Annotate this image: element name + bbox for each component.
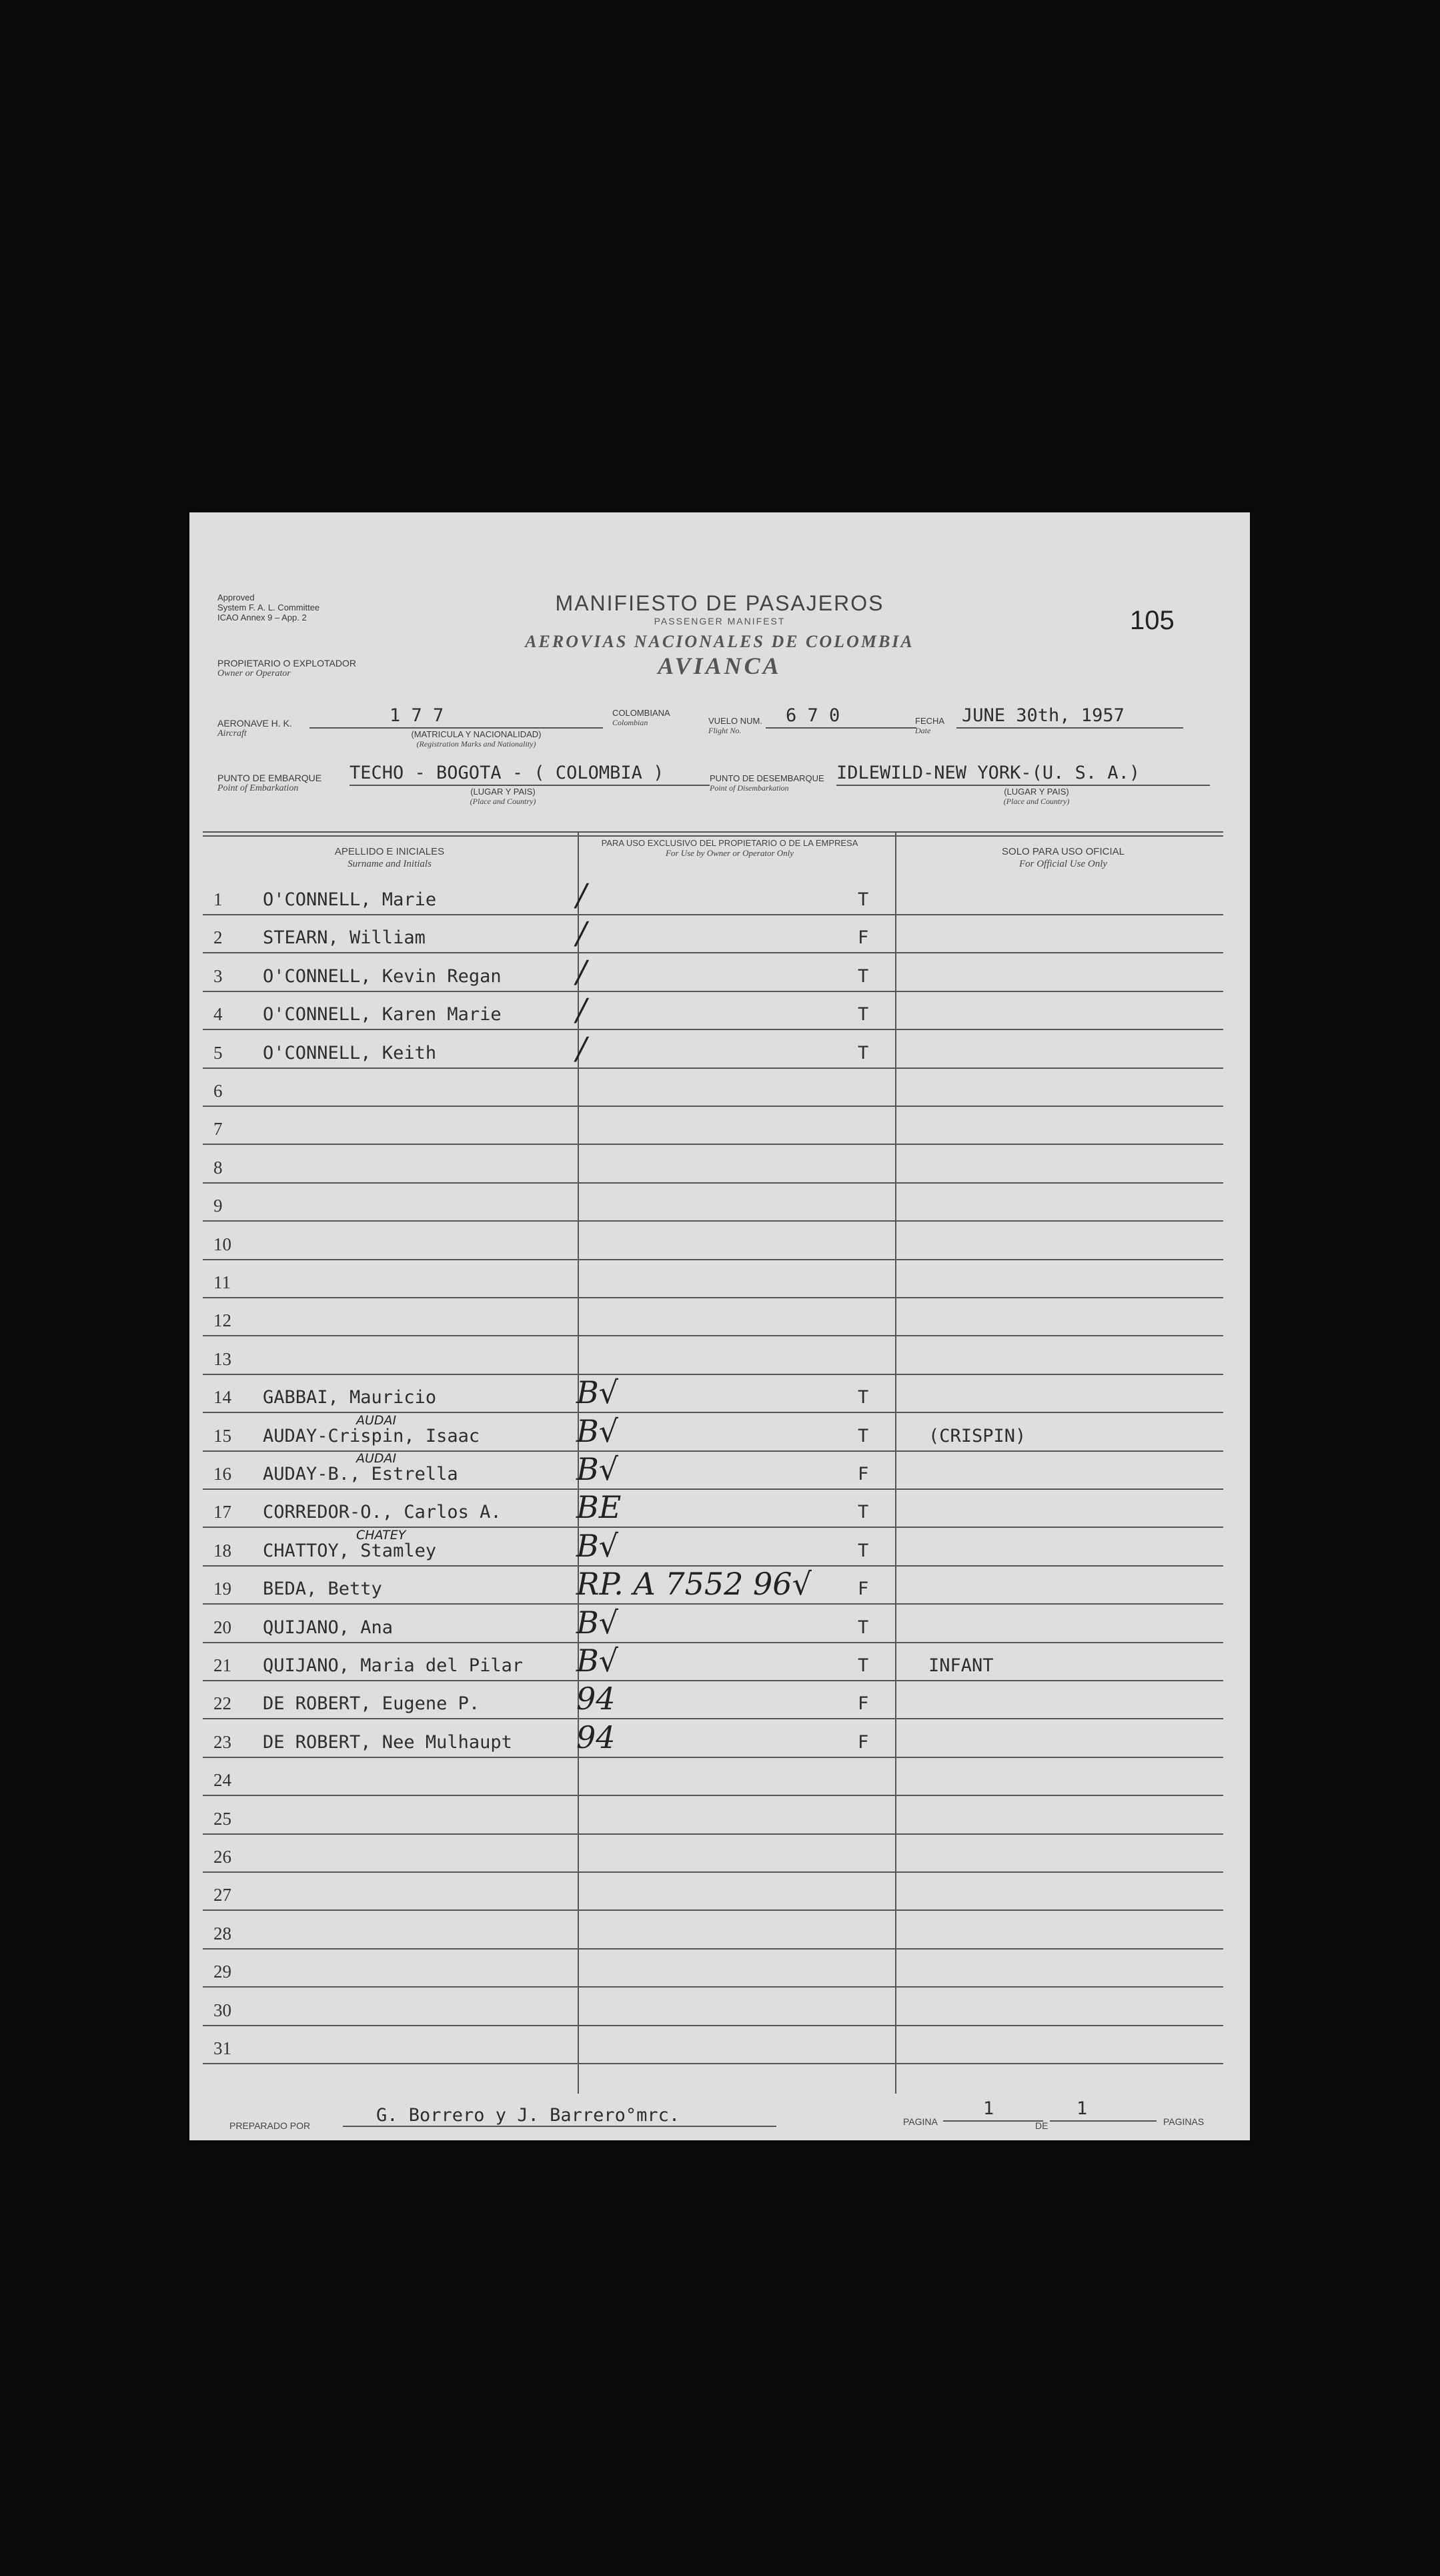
col-official-header: [923, 846, 1203, 870]
table-row: [203, 1450, 1223, 1490]
col-official-title-en: For Official Use Only: [1018, 859, 1108, 869]
table-row: [203, 914, 1223, 953]
col-surname-title: APELLIDO E INICIALES: [334, 846, 445, 857]
passenger-code: F: [858, 1579, 869, 1600]
col-owner-header: [596, 838, 863, 858]
manifest-page: [189, 512, 1250, 2140]
row-number: 17: [213, 1502, 231, 1523]
manifest-title: MANIFIESTO DE PASAJEROS: [555, 591, 884, 615]
of-value: 1: [1076, 2098, 1088, 2119]
col-official-title: SOLO PARA USO OFICIAL: [1002, 846, 1125, 857]
col-surname-title-en: Surname and Initials: [347, 859, 432, 869]
handwritten-mark: RP. A 7552 96√: [576, 1566, 812, 1603]
table-row: [203, 1719, 1223, 1758]
table-row: [203, 1795, 1223, 1835]
table-row: [203, 1527, 1223, 1567]
handwritten-mark: 94: [576, 1719, 616, 1755]
row-number: 10: [213, 1234, 231, 1254]
row-number: 25: [213, 1808, 231, 1829]
date-value: JUNE 30th, 1957: [962, 705, 1125, 726]
manifest-title-en: PASSENGER MANIFEST: [654, 616, 786, 626]
row-number: 12: [213, 1310, 231, 1331]
row-number: 27: [213, 1885, 231, 1905]
handwritten-mark: B√: [576, 1412, 619, 1449]
airline-short: AVIANCA: [658, 653, 782, 679]
row-number: 24: [213, 1770, 231, 1791]
flight-field: [766, 706, 916, 729]
table-row: [203, 1182, 1223, 1222]
passenger-name: O'CONNELL, Marie: [263, 889, 437, 910]
flight-label-en: Flight No.: [708, 726, 742, 735]
passenger-name: STEARN, William: [263, 927, 426, 949]
embark-place-label-en: (Place and Country): [470, 797, 536, 806]
passenger-name: GABBAI, Mauricio: [263, 1387, 437, 1408]
aircraft-label: AERONAVE H. K.: [217, 718, 292, 729]
passenger-name: CORREDOR-O., Carlos A.: [263, 1502, 502, 1523]
handwritten-correction: AUDAI: [356, 1412, 397, 1428]
disembark-label: [710, 774, 824, 793]
passenger-code: T: [858, 1042, 869, 1063]
registration-label-es: (MATRICULA Y NACIONALIDAD): [411, 729, 542, 739]
passenger-code: T: [858, 1617, 869, 1638]
passenger-name: BEDA, Betty: [263, 1579, 382, 1600]
table-row: [203, 876, 1223, 915]
passenger-name: QUIJANO, Ana: [263, 1617, 394, 1638]
disembark-place-label: [983, 787, 1090, 807]
col-surname-header: [216, 846, 563, 870]
of-field: [1050, 2096, 1157, 2122]
table-row: [203, 1412, 1223, 1452]
row-number: 13: [213, 1348, 231, 1369]
row-number: 23: [213, 1731, 231, 1752]
passenger-name: AUDAY-B., Estrella: [263, 1464, 458, 1484]
passenger-name: CHATTOY, Stamley: [263, 1540, 437, 1561]
handwritten-mark: B√: [576, 1604, 619, 1641]
nationality-label-es: COLOMBIANA: [612, 708, 670, 718]
handwritten-mark: BE: [576, 1489, 622, 1526]
title-block: [189, 591, 1250, 680]
embark-value: TECHO - BOGOTA - ( COLOMBIA ): [349, 763, 664, 783]
row-number: 4: [213, 1004, 223, 1025]
date-label-en: Date: [915, 726, 931, 735]
row-number: 29: [213, 1962, 231, 1982]
row-number: 14: [213, 1387, 231, 1408]
of-label: DE: [1035, 2120, 1048, 2131]
col-owner-title-en: For Use by Owner or Operator Only: [665, 848, 794, 858]
handwritten-correction: CHATEY: [356, 1527, 406, 1543]
passenger-code: T: [858, 1502, 869, 1523]
embark-label: PUNTO DE EMBARQUE: [217, 773, 322, 783]
table-row: [203, 1948, 1223, 1988]
table-row: [203, 1565, 1223, 1605]
table-row: [203, 2025, 1223, 2064]
disembark-label-en: Point of Disembarkation: [710, 783, 789, 793]
row-number: 30: [213, 2000, 231, 2020]
embark-field: [349, 763, 710, 786]
row-number: 5: [213, 1042, 223, 1063]
official-note: INFANT: [928, 1655, 994, 1676]
table-row: [203, 1029, 1223, 1069]
row-number: 11: [213, 1272, 231, 1292]
passenger-code: T: [858, 1387, 869, 1408]
table-row: [203, 1297, 1223, 1336]
passenger-code: F: [858, 1731, 869, 1753]
row-number: 7: [213, 1119, 223, 1140]
date-label-es: FECHA: [915, 716, 945, 726]
flight-value: 6 7 0: [786, 705, 840, 726]
handwritten-mark: /: [576, 877, 587, 913]
col-owner-title: PARA USO EXCLUSIVO DEL PROPIETARIO O DE LA EMPRESA: [601, 838, 858, 848]
table-row: [203, 1680, 1223, 1719]
table-row: [203, 1604, 1223, 1643]
disembark-label-es: PUNTO DE DESEMBARQUE: [710, 773, 824, 783]
row-number: 31: [213, 2038, 231, 2058]
pages-label: PAGINAS: [1163, 2116, 1205, 2127]
registration-label-en: (Registration Marks and Nationality): [416, 739, 536, 749]
embark-place-label: [450, 787, 556, 807]
row-number: 15: [213, 1425, 231, 1446]
row-number: 26: [213, 1847, 231, 1867]
passenger-code: T: [858, 1655, 869, 1676]
row-number: 8: [213, 1157, 223, 1178]
row-number: 6: [213, 1081, 223, 1101]
prepared-value: G. Borrero y J. Barrero°mrc.: [376, 2105, 680, 2126]
table-row: [203, 1642, 1223, 1681]
table-row: [203, 1987, 1223, 2026]
flight-label-es: VUELO NUM.: [708, 716, 762, 726]
table-row: [203, 1374, 1223, 1413]
row-number: 18: [213, 1540, 231, 1561]
handwritten-mark: /: [576, 1029, 587, 1066]
date-field: [956, 706, 1183, 729]
row-number: 9: [213, 1196, 223, 1216]
table-row: [203, 1910, 1223, 1950]
passenger-code: T: [858, 1540, 869, 1561]
row-number: 1: [213, 889, 223, 909]
disembark-place-label-es: (LUGAR Y PAIS): [1004, 787, 1069, 797]
page-field: [943, 2096, 1043, 2122]
table-row: [203, 1221, 1223, 1260]
table-row: [203, 953, 1223, 992]
table-row: [203, 1871, 1223, 1911]
aircraft-field: [309, 706, 603, 729]
table-row: [203, 1259, 1223, 1298]
table-row: [203, 1106, 1223, 1145]
prepared-label: PREPARADO POR: [229, 2120, 311, 2131]
passenger-name: DE ROBERT, Nee Mulhaupt: [263, 1731, 512, 1753]
passenger-name: O'CONNELL, Keith: [263, 1042, 437, 1063]
page-label: PAGINA: [903, 2116, 938, 2127]
handwritten-mark: B√: [576, 1451, 619, 1487]
page-number: 105: [1130, 606, 1175, 635]
passenger-code: T: [858, 1004, 869, 1025]
aircraft-value: 1 7 7: [390, 705, 444, 726]
owner-label: PROPIETARIO O EXPLOTADOR: [217, 658, 356, 669]
row-number: 2: [213, 927, 223, 948]
embark-label-en: Point of Embarkation: [217, 783, 299, 793]
passenger-name: AUDAY-Crispin, Isaac: [263, 1425, 480, 1446]
row-number: 16: [213, 1464, 231, 1484]
disembark-place-label-en: (Place and Country): [1003, 797, 1070, 806]
nationality-label-en: Colombian: [612, 718, 648, 727]
passenger-name: QUIJANO, Maria del Pilar: [263, 1655, 524, 1676]
table-row: [203, 1757, 1223, 1796]
row-number: 20: [213, 1617, 231, 1637]
passenger-code: T: [858, 965, 869, 987]
passenger-code: T: [858, 889, 869, 910]
table-row: [203, 1067, 1223, 1107]
passenger-code: F: [858, 1693, 869, 1715]
handwritten-mark: /: [576, 991, 587, 1028]
passenger-code: F: [858, 927, 869, 949]
row-number: 3: [213, 965, 223, 986]
page-value: 1: [983, 2098, 994, 2119]
handwritten-correction: AUDAI: [356, 1451, 397, 1466]
table-row: [203, 1833, 1223, 1873]
disembark-field: [836, 763, 1210, 786]
embark-place-label-es: (LUGAR Y PAIS): [470, 787, 536, 797]
handwritten-mark: B√: [576, 1374, 619, 1411]
official-note: (CRISPIN): [928, 1425, 1026, 1446]
table-row: [203, 991, 1223, 1030]
table-row: [203, 1336, 1223, 1375]
aircraft-label-en: Aircraft: [217, 729, 247, 739]
prepared-field: [343, 2104, 776, 2127]
passenger-code: F: [858, 1464, 869, 1484]
owner-label-en: Owner or Operator: [217, 669, 291, 679]
table-top-rule: [203, 831, 1223, 837]
registration-label: [410, 730, 543, 749]
approved-note: Approved System F. A. L. Committee ICAO Annex 9 – App. 2: [217, 592, 320, 622]
passenger-code: T: [858, 1425, 869, 1446]
flight-label: [708, 717, 762, 736]
handwritten-mark: /: [576, 915, 587, 951]
handwritten-mark: 94: [576, 1681, 616, 1717]
row-number: 19: [213, 1579, 231, 1599]
disembark-value: IDLEWILD-NEW YORK-(U. S. A.): [836, 763, 1141, 783]
airline-name: AEROVIAS NACIONALES DE COLOMBIA: [525, 632, 914, 651]
handwritten-mark: B√: [576, 1527, 619, 1564]
passenger-name: DE ROBERT, Eugene P.: [263, 1693, 480, 1715]
date-label: [915, 717, 944, 736]
passenger-name: O'CONNELL, Kevin Regan: [263, 965, 502, 987]
nationality-label: [612, 709, 670, 728]
handwritten-mark: /: [576, 953, 587, 989]
table-row: [203, 1144, 1223, 1184]
row-number: 22: [213, 1693, 231, 1714]
row-number: 21: [213, 1655, 231, 1675]
table-row: [203, 1488, 1223, 1528]
handwritten-mark: B√: [576, 1643, 619, 1679]
passenger-name: O'CONNELL, Karen Marie: [263, 1004, 502, 1025]
row-number: 28: [213, 1923, 231, 1944]
